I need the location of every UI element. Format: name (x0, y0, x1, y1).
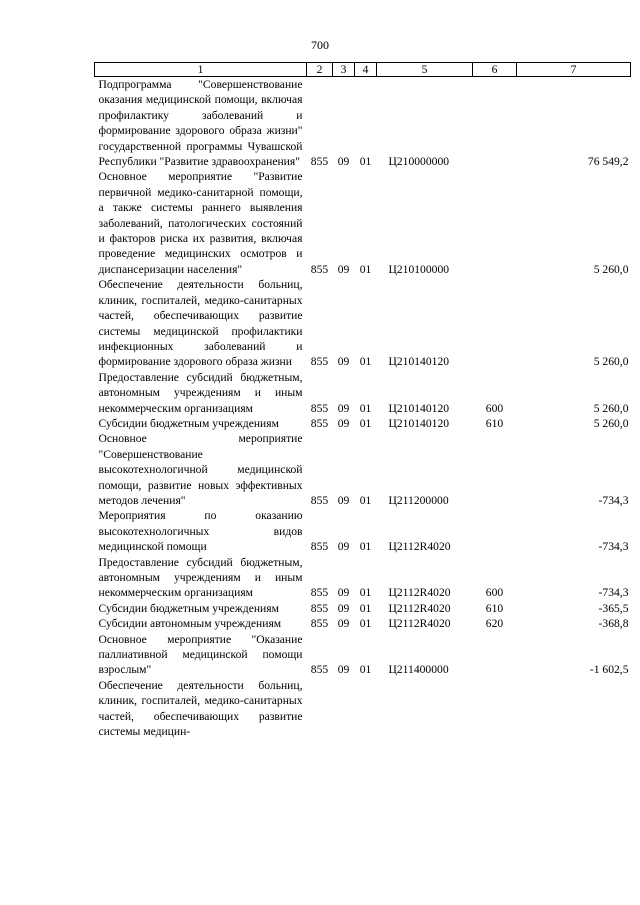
row-section: 09 (337, 155, 350, 169)
row-section: 09 (337, 401, 350, 415)
row-grbs: 855 (310, 262, 329, 276)
row-subsection: 01 (359, 493, 372, 507)
table-row (95, 508, 631, 554)
row-target-code: Ц2112R4020 (388, 601, 451, 615)
column-header-rz: 3 (333, 63, 355, 77)
table-row (95, 370, 631, 416)
row-grbs: 855 (310, 493, 329, 507)
row-expense-type (473, 508, 517, 554)
row-amount: -1 602,5 (589, 663, 629, 677)
row-name: Субсидии автономным учреждениям (98, 617, 282, 631)
row-expense-type: 600 (485, 401, 504, 415)
row-subsection: 01 (359, 401, 372, 415)
row-section: 09 (337, 262, 350, 276)
row-target-code: Ц2112R4020 (388, 586, 451, 600)
row-expense-type: 610 (485, 601, 504, 615)
row-name: Мероприятия по оказанию высокотехнологичных видов медицинской помощи (98, 509, 303, 554)
row-grbs: 855 (310, 617, 329, 631)
row-target-code: Ц210140120 (388, 401, 450, 415)
row-section: 09 (337, 601, 350, 615)
row-grbs: 855 (310, 601, 329, 615)
row-target-code (377, 678, 473, 740)
row-name: Подпрограмма "Совершенствование оказания медицинской помощи, включая профилактику заболеваний и формирование здорового образа жизни" государственной программы Чувашской Республики "Развитие здравоохранения" (98, 78, 303, 169)
row-section: 09 (337, 663, 350, 677)
row-section: 09 (337, 493, 350, 507)
row-section: 09 (337, 416, 350, 430)
row-target-code: Ц210100000 (388, 262, 450, 276)
row-expense-type: 600 (485, 586, 504, 600)
column-header-grbs: 2 (307, 63, 333, 77)
row-grbs: 855 (310, 416, 329, 430)
row-grbs: 855 (310, 586, 329, 600)
row-grbs: 855 (310, 155, 329, 169)
row-subsection: 01 (359, 416, 372, 430)
row-grbs: 855 (310, 355, 329, 369)
row-amount: -365,5 (598, 601, 629, 615)
row-subsection: 01 (359, 155, 372, 169)
row-section: 09 (337, 355, 350, 369)
table-row (95, 601, 631, 616)
table-row (95, 277, 631, 369)
row-name: Основное мероприятие "Развитие первичной медико-санитарной помощи, а также системы раннего выявления заболеваний, патологических состояний и факторов риска их развития, включая проведение медицинских осмотров и диспансеризации населения" (98, 170, 303, 276)
row-name: Обеспечение деятельности больниц, клиник, госпиталей, медико-санитарных частей, обеспечивающих развитие системы медицинской профилактики инфекционных заболеваний и формирование здорового образа жизни (98, 278, 303, 369)
row-name: Основное мероприятие "Оказание паллиативной медицинской помощи взрослым" (98, 632, 303, 677)
row-target-code: Ц211200000 (388, 493, 449, 507)
table-body (95, 77, 631, 740)
column-header-amount: 7 (517, 63, 631, 77)
row-expense-type: 620 (485, 617, 504, 631)
table-row (95, 616, 631, 631)
row-target-code: Ц210140120 (388, 355, 450, 369)
row-subsection: 01 (359, 540, 372, 554)
row-expense-type: 610 (485, 416, 504, 430)
table-header (95, 63, 631, 77)
row-expense-type (473, 169, 517, 277)
row-target-code: Ц2112R4020 (388, 617, 451, 631)
row-amount: -734,3 (598, 586, 629, 600)
row-expense-type (473, 277, 517, 369)
row-section: 09 (337, 586, 350, 600)
row-amount: 5 260,0 (593, 262, 629, 276)
row-amount: -734,3 (598, 540, 629, 554)
row-name: Основное мероприятие "Совершенствование высокотехнологичной медицинской помощи, развитие новых эффективных методов лечения" (98, 432, 303, 507)
column-header-name: 1 (95, 63, 307, 77)
row-name: Предоставление субсидий бюджетным, автономным учреждениям и иным некоммерческим организациям (98, 555, 303, 600)
row-grbs (307, 678, 333, 740)
row-target-code: Ц210000000 (388, 155, 450, 169)
column-header-pr: 4 (355, 63, 377, 77)
table-row (95, 632, 631, 678)
row-subsection: 01 (359, 355, 372, 369)
column-header-csr: 5 (377, 63, 473, 77)
row-amount: -734,3 (598, 493, 629, 507)
row-subsection: 01 (359, 617, 372, 631)
row-section: 09 (337, 617, 350, 631)
row-expense-type (473, 77, 517, 170)
row-name: Обеспечение деятельности больниц, клиник, госпиталей, медико-санитарных частей, обеспечивающих развитие системы медицин- (98, 678, 303, 739)
table-row (95, 678, 631, 740)
row-grbs: 855 (310, 663, 329, 677)
row-subsection: 01 (359, 586, 372, 600)
table-row (95, 169, 631, 277)
row-name: Субсидии бюджетным учреждениям (98, 416, 279, 430)
row-name: Субсидии бюджетным учреждениям (98, 601, 279, 615)
row-expense-type (473, 431, 517, 508)
row-grbs: 855 (310, 540, 329, 554)
row-subsection: 01 (359, 262, 372, 276)
table-row (95, 416, 631, 431)
row-section (333, 678, 355, 740)
row-subsection: 01 (359, 601, 372, 615)
column-header-vr: 6 (473, 63, 517, 77)
row-amount: -368,8 (598, 617, 629, 631)
row-expense-type (473, 632, 517, 678)
table-row (95, 431, 631, 508)
row-expense-type (473, 678, 517, 740)
table-row (95, 77, 631, 170)
row-amount: 5 260,0 (593, 401, 629, 415)
row-target-code: Ц211400000 (388, 663, 449, 677)
row-subsection: 01 (359, 663, 372, 677)
table-row (95, 555, 631, 601)
row-subsection (355, 678, 377, 740)
row-grbs: 855 (310, 401, 329, 415)
row-target-code: Ц2112R4020 (388, 540, 451, 554)
row-amount: 5 260,0 (593, 416, 629, 430)
row-target-code: Ц210140120 (388, 416, 450, 430)
page-number: 700 (311, 38, 329, 52)
budget-table (94, 62, 631, 739)
row-name: Предоставление субсидий бюджетным, автономным учреждениям и иным некоммерческим организациям (98, 370, 303, 415)
row-section: 09 (337, 540, 350, 554)
row-amount (517, 678, 631, 740)
row-amount: 5 260,0 (593, 355, 629, 369)
row-amount: 76 549,2 (587, 155, 629, 169)
